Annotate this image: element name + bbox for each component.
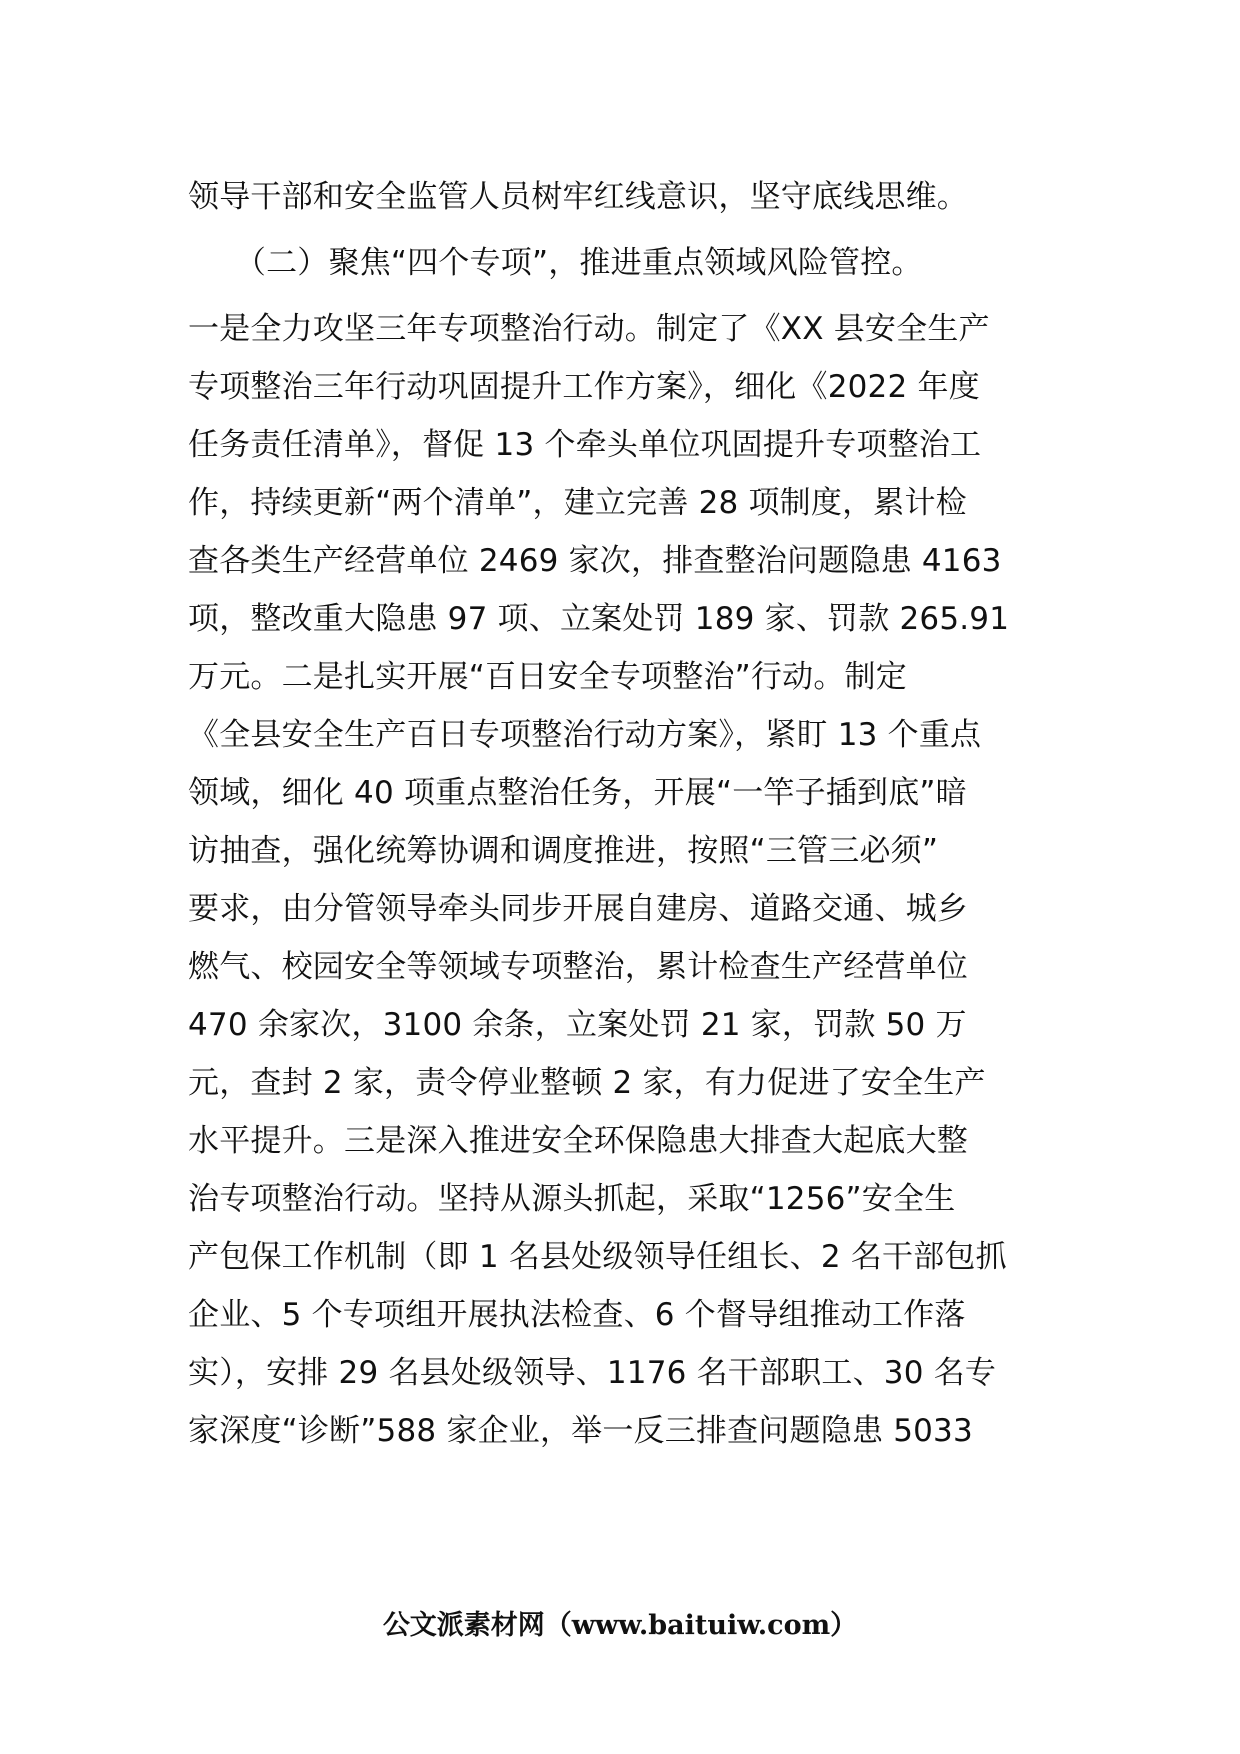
body-line: 470 余家次，3100 余条，立案处罚 21 家，罚款 50 万 (188, 1007, 967, 1043)
body-line: 领导干部和安全监管人员树牢红线意识，坚守底线思维。 (188, 179, 968, 215)
body-line: 实），安排 29 名县处级领导、1176 名干部职工、30 名专 (188, 1355, 997, 1391)
body-line: 项，整改重大隐患 97 项、立案处罚 189 家、罚款 265.91 (188, 601, 1010, 637)
body-line: 访抽查，强化统筹协调和调度推进，按照“三管三必须” (188, 833, 939, 869)
section-heading-line: （二）聚焦“四个专项”，推进重点领域风险管控。 (188, 245, 923, 281)
body-line: 专项整治三年行动巩固提升工作方案》，细化《2022 年度 (188, 369, 980, 405)
body-line: 领域，细化 40 项重点整治任务，开展“一竿子插到底”暗 (188, 775, 967, 811)
body-line: 查各类生产经营单位 2469 家次，排查整治问题隐患 4163 (188, 543, 1002, 579)
body-line: 作，持续更新“两个清单”，建立完善 28 项制度，累计检 (188, 485, 967, 521)
body-line: 任务责任清单》，督促 13 个牵头单位巩固提升专项整治工 (188, 427, 982, 463)
body-line: 《全县安全生产百日专项整治行动方案》，紧盯 13 个重点 (188, 717, 982, 753)
body-line: 一是全力攻坚三年专项整治行动。制定了《XX 县安全生产 (188, 311, 990, 347)
body-line: 燃气、校园安全等领域专项整治，累计检查生产经营单位 (188, 949, 968, 985)
body-line: 产包保工作机制（即 1 名县处级领导任组长、2 名干部包抓 (188, 1239, 1007, 1275)
body-line: 水平提升。三是深入推进安全环保隐患大排查大起底大整 (188, 1123, 968, 1159)
body-line: 家深度“诊断”588 家企业，举一反三排查问题隐患 5033 (188, 1413, 973, 1449)
body-line: 企业、5 个专项组开展执法检查、6 个督导组推动工作落 (188, 1297, 966, 1333)
footer-watermark: 公文派素材网（www.baituiw.com） (382, 1610, 858, 1641)
body-line: 要求，由分管领导牵头同步开展自建房、道路交通、城乡 (188, 891, 968, 927)
body-line: 治专项整治行动。坚持从源头抓起，采取“1256”安全生 (188, 1181, 956, 1217)
body-line: 元，查封 2 家，责令停业整顿 2 家，有力促进了安全生产 (188, 1065, 986, 1101)
body-line: 万元。二是扎实开展“百日安全专项整治”行动。制定 (188, 659, 907, 695)
